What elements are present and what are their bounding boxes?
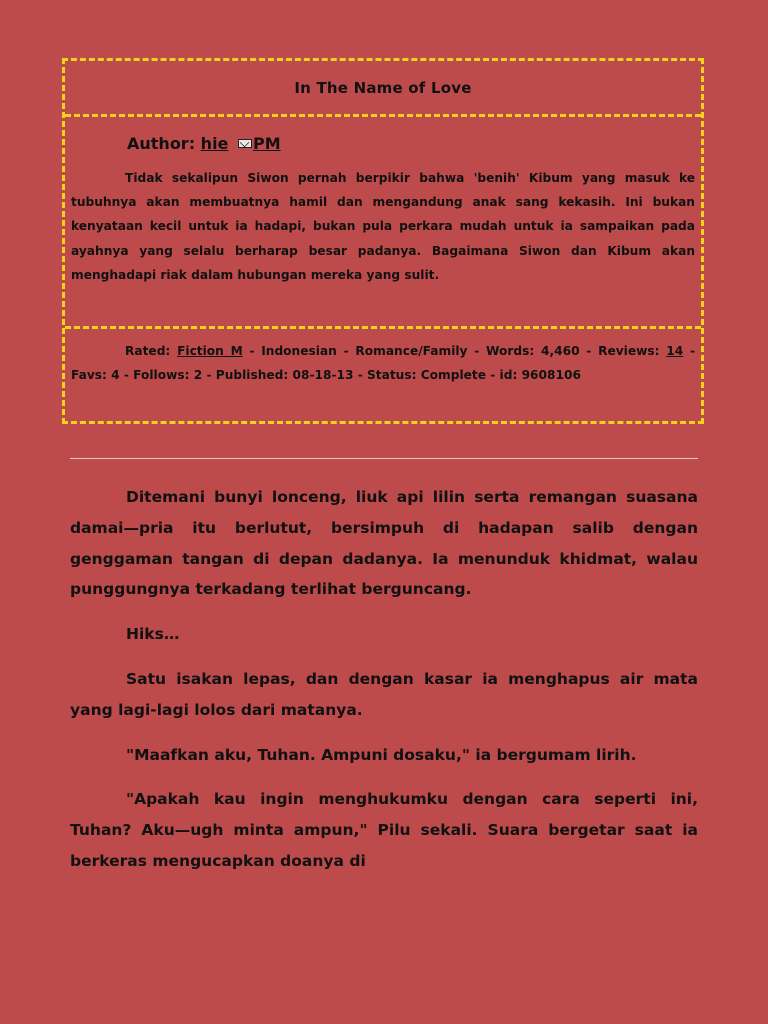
body-paragraph: Hiks… xyxy=(126,625,180,644)
author-label: Author: xyxy=(127,134,196,153)
story-meta xyxy=(71,339,695,387)
story-body xyxy=(70,482,698,891)
story-summary: Tidak sekalipun Siwon pernah berpikir bahwa 'benih' Kibum yang masuk ke tubuhnya akan membuatnya hamil dan mengandung anak sang kekasih. Ini bukan kenyataan kecil untuk ia hadapi, bukan pula perkara mudah untuk ia sampaikan pada ayahnya yang selalu berharap besar padanya. Bagaimana Siwon dan Kibum akan menghadapi riak dalam hubungan mereka yang sulit. xyxy=(71,171,695,282)
meta-row xyxy=(65,329,701,424)
body-paragraph: Ditemani bunyi lonceng, liuk api lilin serta remangan suasana damai—pria itu berlutut, bersimpuh di hadapan salib dengan genggaman tangan di depan dadanya. Ia menunduk khidmat, walau punggungnya terkadang terlihat berguncang. xyxy=(70,488,698,599)
story-title: In The Name of Love xyxy=(294,78,472,97)
body-paragraph: "Apakah kau ingin menghukumku dengan cara seperti ini, Tuhan? Aku—ugh minta ampun," Pilu sekali. Suara bergetar saat ia berkeras mengucapkan doanya di xyxy=(70,790,698,870)
meta-mid: - Indonesian - Romance/Family - Words: 4,460 - Reviews: xyxy=(242,344,667,358)
rated-label: Rated: xyxy=(125,344,171,358)
rating-link[interactable]: Fiction M xyxy=(177,344,243,358)
story-info-box xyxy=(62,58,704,424)
title-row xyxy=(65,61,701,117)
summary-row xyxy=(65,117,701,329)
body-paragraph: "Maafkan aku, Tuhan. Ampuni dosaku," ia bergumam lirih. xyxy=(126,745,637,764)
body-paragraph: Satu isakan lepas, dan dengan kasar ia menghapus air mata yang lagi-lagi lolos dari matanya. xyxy=(70,669,698,719)
mail-icon[interactable] xyxy=(238,139,252,148)
meta-rest: - Favs: 4 - Follows: 2 - Published: 08-18-13 - Status: Complete - id: 9608106 xyxy=(71,344,695,383)
divider xyxy=(70,458,698,459)
pm-link[interactable]: PM xyxy=(252,134,281,153)
reviews-link[interactable]: 14 xyxy=(666,344,684,358)
author-line xyxy=(127,134,695,154)
author-link[interactable]: hie xyxy=(200,134,229,153)
